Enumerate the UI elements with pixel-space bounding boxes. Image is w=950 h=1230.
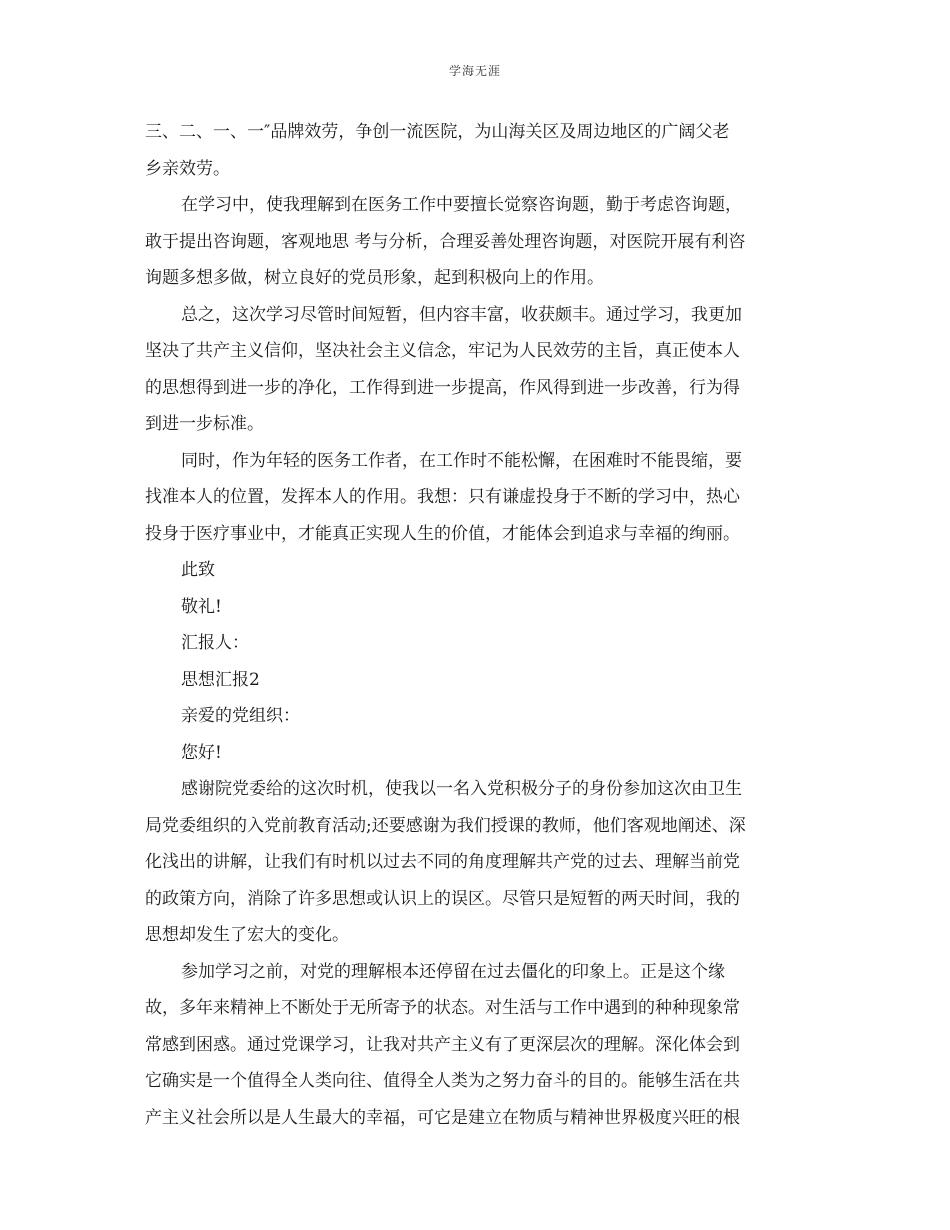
text-line: 在学习中，使我理解到在医务工作中要擅长觉察咨询题，勤于考虑咨询题， bbox=[181, 195, 742, 215]
text-line: 它确实是一个值得全人类向往、值得全人类为之努力奋斗的目的。能够生活在共 bbox=[145, 1071, 740, 1091]
text-line: 常感到困惑。通过党课学习，让我对共产主义有了更深层次的理解。深化体会到 bbox=[145, 1034, 740, 1055]
text-line: 敬礼! bbox=[181, 596, 222, 617]
text-line: 的政策方向，消除了许多思想或认识上的误区。尽管只是短暂的两天时间，我的 bbox=[145, 888, 740, 909]
document-body bbox=[145, 114, 807, 1136]
text-line: 思想汇报2 bbox=[181, 669, 260, 690]
text-line: 此致 bbox=[181, 560, 215, 580]
text-line: 到进一步标准。 bbox=[145, 414, 264, 434]
text-line: 找准本人的位置，发挥本人的作用。我想：只有谦虚投身于不断的学习中，热心 bbox=[145, 487, 740, 507]
text-line: 三、二、一、一″品牌效劳，争创一流医院，为山海关区及周边地区的广阔父老 bbox=[145, 122, 730, 142]
text-line: 参加学习之前，对党的理解根本还停留在过去僵化的印象上。正是这个缘 bbox=[181, 961, 725, 982]
text-line: 同时，作为年轻的医务工作者，在工作时不能松懈，在困难时不能畏缩，要 bbox=[181, 450, 742, 471]
text-line: 局党委组织的入党前教育活动;还要感谢为我们授课的教师，他们客观地阐述、深 bbox=[145, 815, 746, 836]
text-line: 亲爱的党组织： bbox=[181, 706, 300, 726]
text-line: 的思想得到进一步的净化，工作得到进一步提高，作风得到进一步改善，行为得 bbox=[145, 377, 740, 398]
text-line: 汇报人： bbox=[181, 633, 249, 653]
text-line: 化浅出的讲解，让我们有时机以过去不同的角度理解共产党的过去、理解当前党 bbox=[145, 852, 740, 872]
text-line: 坚决了共产主义信仰，坚决社会主义信念，牢记为人民效劳的主旨，真正使本人 bbox=[145, 341, 740, 361]
text-line: 产主义社会所以是人生最大的幸福，可它是建立在物质与精神世界极度兴旺的根 bbox=[145, 1107, 740, 1128]
text-line: 感谢院党委给的这次时机，使我以一名入党积极分子的身份参加这次由卫生 bbox=[181, 779, 742, 799]
text-line: 询题多想多做，树立良好的党员形象，起到积极向上的作用。 bbox=[145, 268, 604, 288]
text-line: 投身于医疗事业中，才能真正实现人生的价值，才能体会到追求与幸福的绚丽。 bbox=[145, 523, 740, 544]
text-line: 您好! bbox=[181, 742, 222, 763]
text-line: 思想却发生了宏大的变化。 bbox=[145, 925, 349, 945]
text-line: 乡亲效劳。 bbox=[145, 158, 230, 179]
page-header: 学海无涯 bbox=[448, 64, 501, 78]
text-line: 故，多年来精神上不断处于无所寄予的状态。对生活与工作中遇到的种种现象常 bbox=[145, 998, 740, 1018]
text-line: 总之，这次学习尽管时间短暂，但内容丰富，收获颇丰。通过学习，我更加 bbox=[181, 304, 742, 325]
text-line: 敢于提出咨询题，客观地思 考与分析，合理妥善处理咨询题，对医院开展有利咨 bbox=[145, 231, 746, 252]
